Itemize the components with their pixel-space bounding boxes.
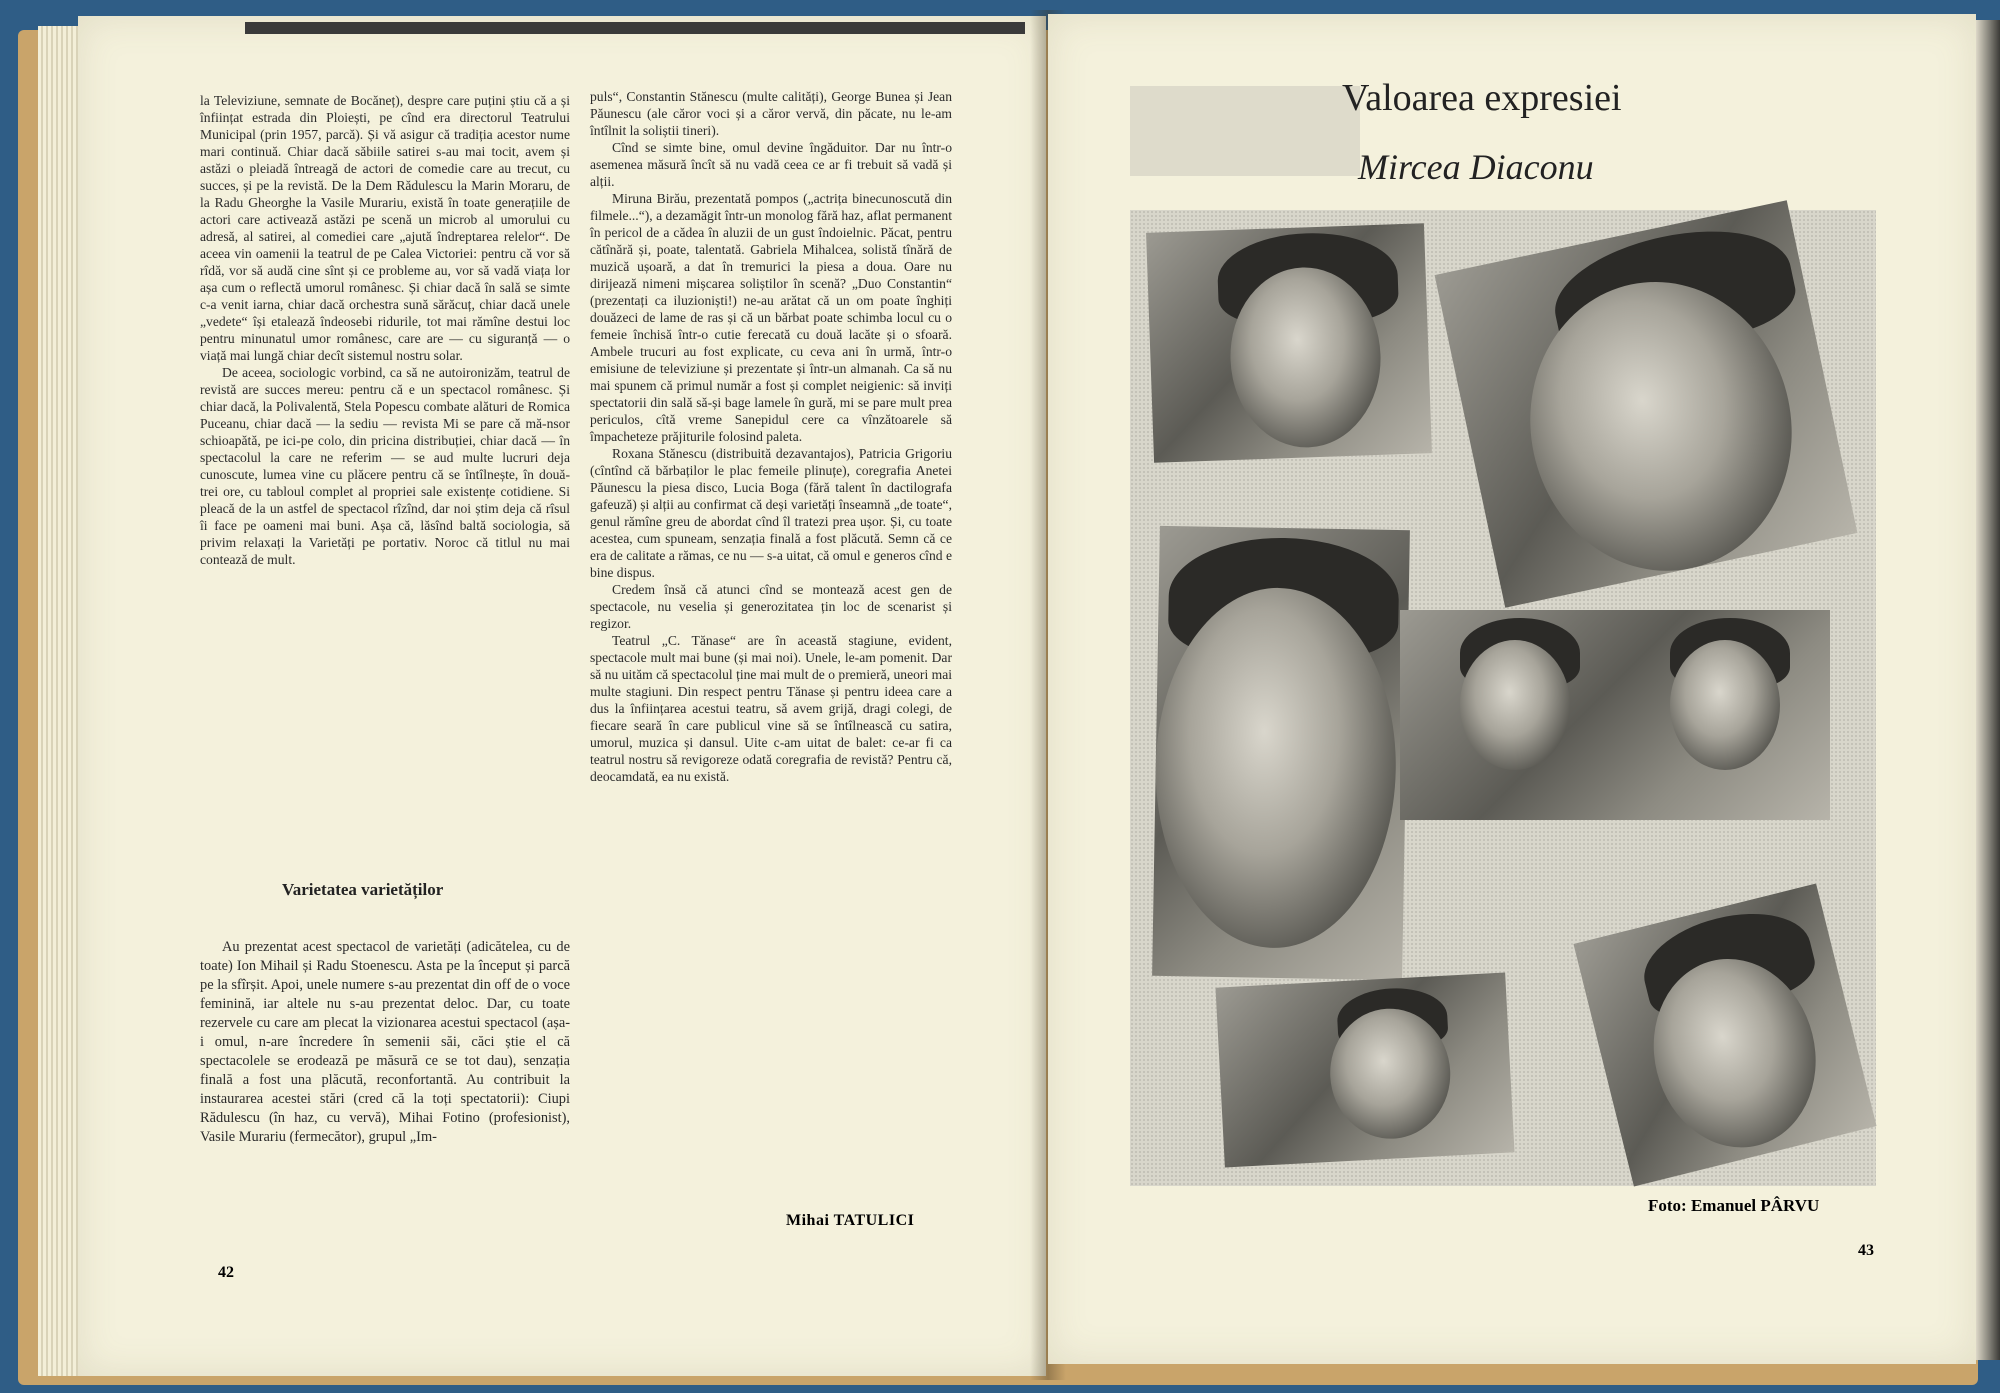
portrait-photo	[1215, 973, 1514, 1168]
article-author: Mircea Diaconu	[1358, 147, 1594, 187]
paragraph: Au prezentat acest spectacol de varietăți (adicătelea, cu de toate) Ion Mihail și Radu Stoenescu. Asta pe la început și parcă pe la sfîrșit. Apoi, unele numere s-au prezentat din off de o voce feminină, iar altele nu s-au prezentat deloc. Dar, cu toate rezervele cu care am plecat la vizionarea acestui spectacol (așa-i omul, n-are încredere în semenii săi, căci știe el că spectacolele se erodează pe măsură ce se tot dau), senzația finală a fost una plăcută, reconfortantă. Au contribuit la instaurarea acestei stări (cred că la toți spectatorii): Ciupi Rădulescu (în haz, cu vervă), Mihai Fotino (profesionist), Vasile Murariu (fermecător), grupul „Im-	[200, 939, 570, 1145]
left-column-1	[200, 92, 570, 568]
portrait-photo	[1152, 526, 1410, 980]
paragraph: De aceea, sociologic vorbind, ca să ne autoironizăm, teatrul de revistă are succes mereu: pentru că e un spectacol românesc. Și chiar dacă, la Polivalentă, Stela Popescu combate alături de Romica Puceanu, chiar dacă — la sediu — revista Mi se pare că mă-nsor schioapătă, pe ici-pe colo, din pricina distribuției, chiar dacă — în spectacolul la care ne referim — se aud multe lucruri deja cunoscute, lumea vine cu plăcere pentru că se întîlnește, în două-trei ore, cu tabloul complet al propriei sale existențe cotidiene. Si pleacă de la un astfel de spectacol rîzînd, dar noi știm deja că rîsul îi face pe oameni mai buni. Așa că, lăsînd baltă sociologia, să privim relaxați la Varietăți pe portativ. Noroc că titlul nu mai contează de mult.	[200, 365, 570, 567]
next-page-edge	[1976, 20, 2000, 1360]
left-column-2	[590, 88, 952, 785]
paragraph: Roxana Stănescu (distribuită dezavantajos), Patricia Grigoriu (cîntînd că bărbaților le plac femeile plinuțe), coregrafia Anetei Păunescu la piesa disco, Lucia Boga (fără talent în dactilografa gafeuză) și alții au confirmat că deși varietăți înseamnă „de toate“, genul rămîne greu de abordat cînd îl tratezi prea ușor. Și, cu toate acestea, cum spuneam, senzația finală a fost plăcută. Semn că ce era de calitate a rămas, ce nu — s-a uitat, că omul e generos cînd e bine dispus.	[590, 446, 952, 580]
paragraph: Credem însă că atunci cînd se montează acest gen de spectacole, nu veselia și generozitatea țin loc de scenarist și regizor.	[590, 582, 952, 631]
photo-collage	[1130, 210, 1876, 1186]
article-signature: Mihai TATULICI	[786, 1212, 915, 1229]
portrait-photo-pair	[1400, 610, 1830, 820]
photo-credit: Foto: Emanuel PÂRVU	[1648, 1196, 1820, 1215]
portrait-photo	[1146, 223, 1432, 463]
page-number-right: 43	[1858, 1242, 1874, 1259]
paragraph: Cînd se simte bine, omul devine îngăduitor. Dar nu într-o asemenea măsură încît să nu vadă ceea ce ar fi trebuit să vadă și alții.	[590, 140, 952, 189]
section-heading: Varietatea varietăților	[282, 880, 444, 899]
left-column-1-continued	[200, 938, 570, 1147]
paragraph: la Televiziune, semnate de Bocăneț), despre care puțini știu că a și înființat estrada din Ploiești, pe cînd era directorul Teatrului Municipal (prin 1957, parcă). Și vă asigur că tradiția acestor nume mari continuă. Chiar dacă săbiile satirei s-au mai tocit, avem și astăzi o pleiadă întreagă de actori de comedie care au trecut, cu succes, și pe la revistă. De la Dem Rădulescu la Marin Moraru, de la Radu Gheorghe la Vasile Murariu, există în toate generațiile de actori care activează astăzi pe scenă un microb al umorului cu adresă, al satirei, al comediei care „ajută îndreptarea relelor“. De aceea vin oamenii la teatrul de pe Calea Victoriei: pentru că vor să rîdă, vor să audă cine sînt și ce probleme au, vor să vadă viața lor așa cum o reflectă umorul românesc. Și chiar dacă în sală se simte c-a venit iarna, chiar dacă orchestra sună sărăcuț, chiar dacă unele „vedete“ își etalează îndeosebi ridurile, tot mai rămîne destui loc pentru minunatul umor românesc, care are — cu siguranță — o viață mai lungă chiar decît sistemul nostru solar.	[200, 93, 570, 363]
show-through-print	[1130, 86, 1360, 176]
article-title: Valoarea expresiei	[1342, 77, 1622, 119]
portrait-photo	[1573, 883, 1876, 1186]
paragraph: Teatrul „C. Tănase“ are în această stagiune, evident, spectacole mult mai bune (și mai noi). Unele, le-am pomenit. Dar să nu uităm că spectacolul ține mai mult de o premieră, uneori mai multe stagiuni. Din respect pentru Tănase și pentru ideea care a dus la înființarea acestui teatru, să avem grijă, dragi colegi, de fiecare seară în care publicul vine să se întîlnească cu satira, umorul, muzica și dansul. Uite c-am uitat de balet: ce-ar fi ca teatrul nostru să revigoreze odată coregrafia de revistă? Pentru că, deocamdată, ea nu există.	[590, 633, 952, 784]
paragraph: puls“, Constantin Stănescu (multe calități), George Bunea și Jean Păunescu (ale căror voci și a căror vervă, din păcate, nu le-am întîlnit la soliștii tineri).	[590, 89, 952, 138]
portrait-photo	[1435, 200, 1858, 607]
page-number-left: 42	[218, 1264, 234, 1281]
paragraph: Miruna Birău, prezentată pompos („actrița binecunoscută din filmele...“), a dezamăgit într-un monolog fără haz, aflat permanent în pericol de a cădea în aluzii de un gust îndoielnic. Păcat, pentru cătînără și, poate, talentată. Gabriela Mihalcea, solistă tînără de muzică ușoară, a dat în tremurici la piesa a doua. Oare nu dirijează nimeni mișcarea soliștilor în scenă? „Duo Constantin“ (prezentați ca iluzioniști!) ne-au arătat că un om poate înghiți douăzeci de lame de ras și că un bărbat poate schimba locul cu o femeie închisă într-o cutie ferecată cu două lacăte și o sfoară. Ambele trucuri au fost explicate, cu ceva ani în urmă, într-o emisiune de televiziune și prezentate și într-un almanah. Ca să nu mai spunem că primul număr a fost și complet neigienic: să inviți spectatorii din sală să-și bage lamele în gură, mi se pare mult prea periculos, cîtă vreme Sanepidul cere ca vînzătoarele să împacheteze prăjiturile folosind paleta.	[590, 191, 952, 444]
page-header-bar	[245, 22, 1025, 34]
